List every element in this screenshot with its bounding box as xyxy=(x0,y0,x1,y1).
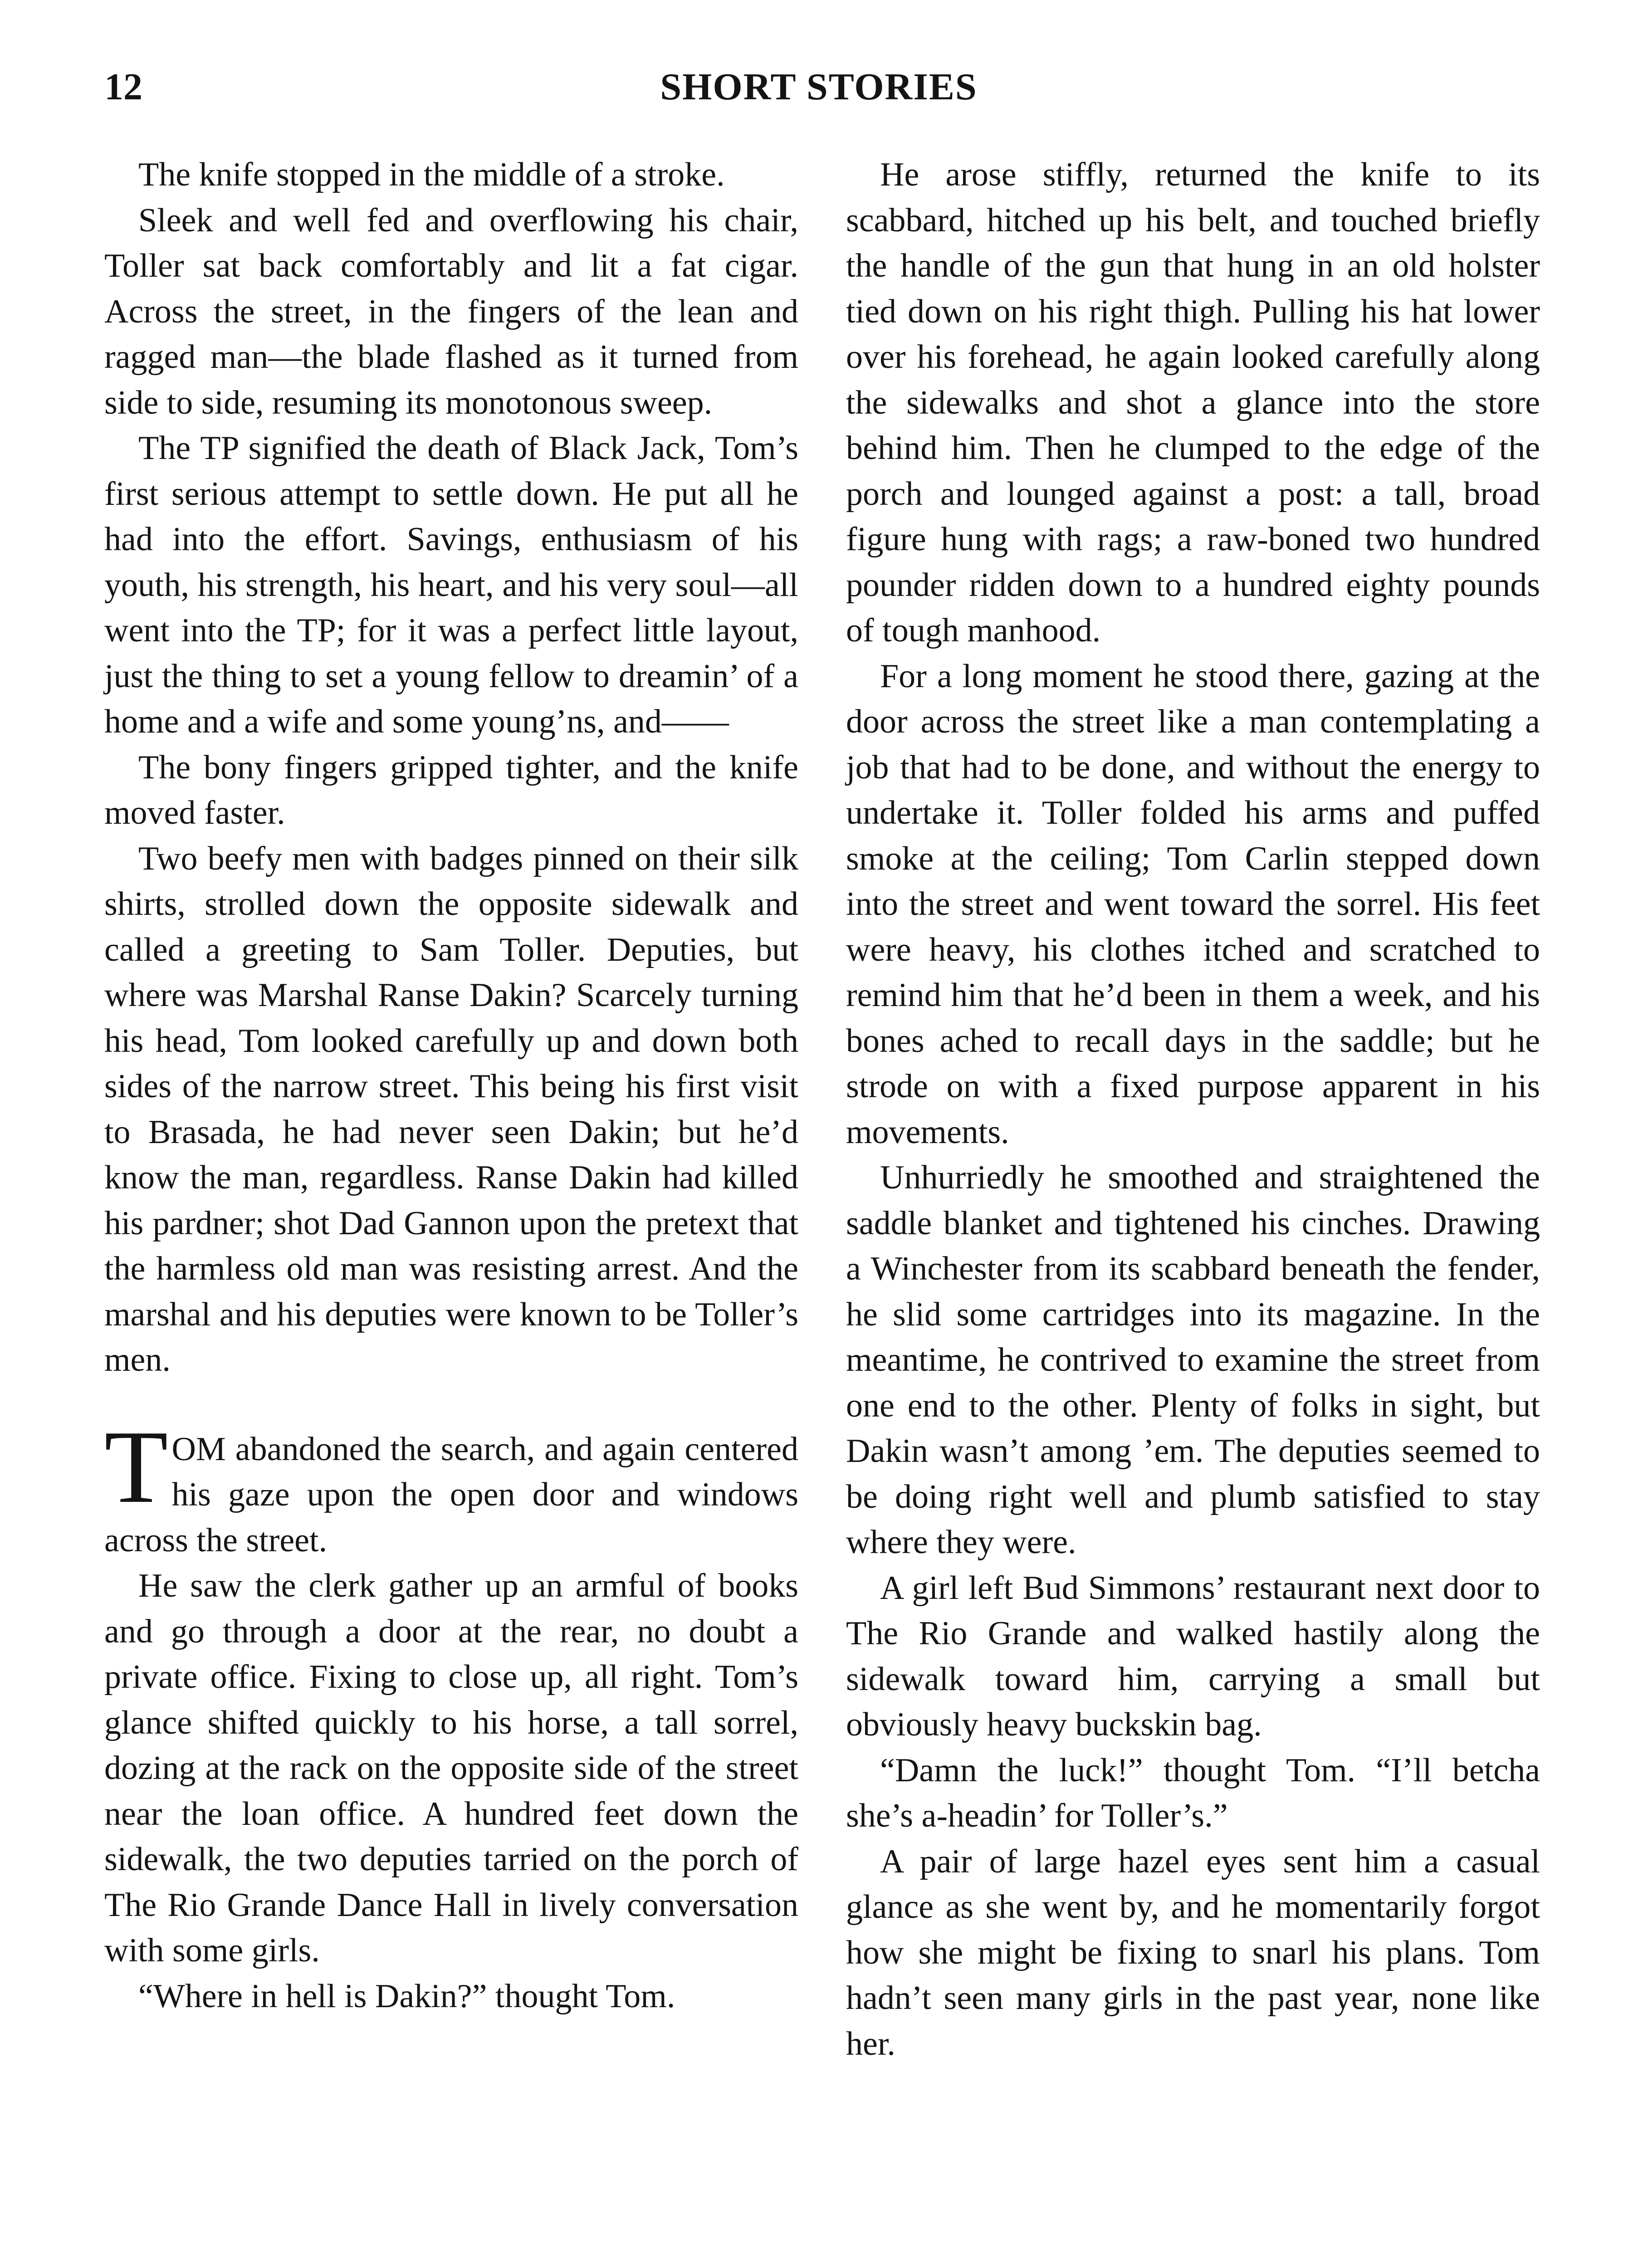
paragraph: Sleek and well fed and overflowing his chair, Toller sat back comfortably and lit a fat cigar. Across the street, in the fingers of the lean and ragged man—the blade flashed as it turned from side to side, resuming its monotonous sweep. xyxy=(104,201,798,421)
paragraph: A girl left Bud Simmons’ restaurant next door to The Rio Grande and walked hastily along the sidewalk toward him, carrying a small but obviously heavy buckskin bag. xyxy=(846,1569,1540,1743)
section-opening-paragraph xyxy=(104,1408,798,1564)
section-break xyxy=(104,1383,798,1427)
left-column xyxy=(104,152,798,2019)
running-title: SHORT STORIES xyxy=(660,66,978,108)
paragraph: He arose stiffly, returned the knife to its scabbard, hitched up his belt, and touched briefly the handle of the gun that hung in an old holster tied down on his right thigh. Pulling his hat lower over his forehead, he again looked carefully along the sidewalks and shot a glance into the store behind him. Then he clumped to the edge of the porch and lounged against a post: a tall, broad figure hung with rags; a raw-boned two hundred pounder ridden down to a hundred eighty pounds of tough manhood. xyxy=(846,156,1540,649)
paragraph: The knife stopped in the middle of a stroke. xyxy=(138,156,725,193)
page-number: 12 xyxy=(104,66,142,108)
paragraph: Unhurriedly he smoothed and straightened the saddle blanket and tightened his cinches. Drawing a Winchester from its scabbard beneath the fender, he slid some cartridges into its magazine. In the meantime, he contrived to examine the street from one end to the other. Plenty of folks in sight, but Dakin wasn’t among ’em. The deputies seemed to be doing right well and plumb satisfied to stay where they were. xyxy=(846,1159,1540,1561)
paragraph: “Damn the luck!” thought Tom. “I’ll betcha she’s a-headin’ for Toller’s.” xyxy=(846,1751,1540,1834)
paragraph: A pair of large hazel eyes sent him a casual glance as she went by, and he momentarily forgot how she might be fixing to snarl his plans. Tom hadn’t seen many girls in the past year, none like her. xyxy=(846,1843,1540,2063)
paragraph: The TP signified the death of Black Jack, Tom’s first serious attempt to settle down. He put all he had into the effort. Savings, enthusiasm of his youth, his strength, his heart, and his very soul—all went into the TP; for it was a perfect little layout, just the thing to set a young fellow to dreamin’ of a home and a wife and some young’ns, and—— xyxy=(104,430,798,740)
paragraph: “Where in hell is Dakin?” thought Tom. xyxy=(138,1977,675,2015)
paragraph: Two beefy men with badges pinned on their silk shirts, strolled down the opposite sidewalk and called a greeting to Sam Toller. Deputies, but where was Marshal Ranse Dakin? Scarcely turning his head, Tom looked carefully up and down both sides of the narrow street. This being his first visit to Brasada, he had never seen Dakin; but he’d know the man, regardless. Ranse Dakin had killed his pardner; shot Dad Gannon upon the pretext that the harmless old man was resisting arrest. And the marshal and his deputies were known to be Toller’s men. xyxy=(104,840,798,1378)
paragraph: The bony fingers gripped tighter, and the knife moved faster. xyxy=(104,748,798,831)
paragraph: For a long moment he stood there, gazing at the door across the street like a man contemplating a job that had to be done, and without the energy to undertake it. Toller folded his arms and puffed smoke at the ceiling; Tom Carlin stepped down into the street and went toward the sorrel. His feet were heavy, his clothes itched and scratched to remind him that he’d been in them a week, and his bones ached to recall days in the saddle; but he strode on with a fixed purpose apparent in his movements. xyxy=(846,657,1540,1151)
right-column xyxy=(846,152,1540,2067)
section-opening-text: OM abandoned the search, and again centered his gaze upon the open door and windows across the street. xyxy=(104,1430,798,1559)
drop-cap: T xyxy=(104,1408,168,1525)
page-header xyxy=(104,68,1533,127)
paragraph: He saw the clerk gather up an armful of books and go through a door at the rear, no doubt a private office. Fixing to close up, all right. Tom’s glance shifted quickly to his horse, a tall sorrel, dozing at the rack on the opposite side of the street near the loan office. A hundred feet down the sidewalk, the two deputies tarried on the porch of The Rio Grande Dance Hall in lively conversation with some girls. xyxy=(104,1567,798,1969)
